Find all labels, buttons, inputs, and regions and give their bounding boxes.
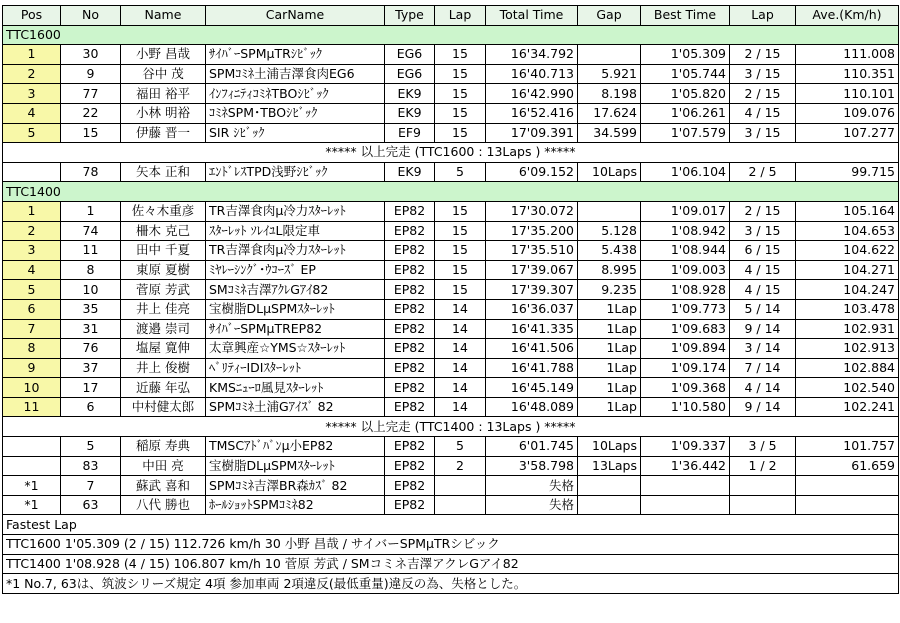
cell-best-lap: 9 / 14 xyxy=(730,319,796,339)
cell-average-speed: 61.659 xyxy=(796,456,899,476)
cell-no: 10 xyxy=(61,280,121,300)
cell-best-lap: 3 / 5 xyxy=(730,437,796,457)
class-header-row xyxy=(3,182,899,202)
table-row xyxy=(3,103,899,123)
cell-pos: 7 xyxy=(3,319,61,339)
cell-car-type: EP82 xyxy=(385,221,435,241)
cell-average-speed: 101.757 xyxy=(796,437,899,457)
cell-driver-name: 佐々木重彦 xyxy=(121,201,206,221)
footer-row xyxy=(3,535,899,555)
cell-total-time: 6'01.745 xyxy=(486,437,578,457)
cell-pos: 5 xyxy=(3,280,61,300)
column-header-best-lap: Lap xyxy=(730,6,796,26)
cell-laps xyxy=(435,476,486,496)
cell-best-lap: 3 / 15 xyxy=(730,64,796,84)
column-header-total-time: Total Time xyxy=(486,6,578,26)
class-header-row xyxy=(3,25,899,45)
cell-best-time: 1'05.309 xyxy=(641,45,730,65)
cell-laps: 15 xyxy=(435,103,486,123)
finish-separator-row xyxy=(3,417,899,437)
cell-best-time: 1'09.337 xyxy=(641,437,730,457)
cell-car-type: EP82 xyxy=(385,358,435,378)
cell-gap: 8.995 xyxy=(578,260,641,280)
cell-gap: 8.198 xyxy=(578,84,641,104)
fastest-lap-ttc1400: TTC1400 1'08.928 (4 / 15) 106.807 km/h 10 菅原 芳武 / SMコミネ吉澤アクレGアイ82 xyxy=(3,554,899,574)
cell-gap xyxy=(578,495,641,515)
cell-gap: 1Lap xyxy=(578,358,641,378)
cell-best-time: 1'09.003 xyxy=(641,260,730,280)
cell-laps: 15 xyxy=(435,84,486,104)
cell-gap: 1Lap xyxy=(578,397,641,417)
cell-car-name: SMｺﾐﾈ吉澤ｱｸﾚGｱｲ82 xyxy=(206,280,385,300)
cell-driver-name: 小野 昌哉 xyxy=(121,45,206,65)
table-row xyxy=(3,495,899,515)
cell-car-name: KMSﾆｭｰﾛ風見ｽﾀｰﾚｯﾄ xyxy=(206,378,385,398)
cell-car-type: EG6 xyxy=(385,45,435,65)
cell-best-time: 1'05.820 xyxy=(641,84,730,104)
cell-car-type: EG6 xyxy=(385,64,435,84)
cell-car-type: EK9 xyxy=(385,84,435,104)
cell-car-type: EP82 xyxy=(385,437,435,457)
fastest-lap-title: Fastest Lap xyxy=(3,515,899,535)
cell-laps: 14 xyxy=(435,339,486,359)
cell-car-type: EP82 xyxy=(385,201,435,221)
cell-laps: 15 xyxy=(435,201,486,221)
cell-best-lap: 3 / 14 xyxy=(730,339,796,359)
cell-best-time: 1'09.174 xyxy=(641,358,730,378)
cell-gap: 13Laps xyxy=(578,456,641,476)
cell-no: 37 xyxy=(61,358,121,378)
column-header-no: No xyxy=(61,6,121,26)
cell-no: 35 xyxy=(61,299,121,319)
table-row xyxy=(3,45,899,65)
header-row xyxy=(3,6,899,26)
column-header-best-time: Best Time xyxy=(641,6,730,26)
cell-total-time: 16'41.788 xyxy=(486,358,578,378)
finish-separator-row xyxy=(3,143,899,163)
cell-pos: *1 xyxy=(3,476,61,496)
cell-laps: 5 xyxy=(435,437,486,457)
cell-pos: 3 xyxy=(3,241,61,261)
cell-driver-name: 田中 千夏 xyxy=(121,241,206,261)
cell-car-name: ﾐﾔﾚｰｼﾝｸﾞ･ｳｺｰｽﾞ EP xyxy=(206,260,385,280)
cell-car-name: 宝樹脂DLμSPMｽﾀｰﾚｯﾄ xyxy=(206,299,385,319)
cell-pos: 10 xyxy=(3,378,61,398)
cell-best-lap: 5 / 14 xyxy=(730,299,796,319)
table-row xyxy=(3,378,899,398)
cell-pos: *1 xyxy=(3,495,61,515)
cell-average-speed: 104.271 xyxy=(796,260,899,280)
table-row xyxy=(3,456,899,476)
cell-car-name: 太章興産☆YMS☆ｽﾀｰﾚｯﾄ xyxy=(206,339,385,359)
table-row xyxy=(3,260,899,280)
cell-car-name: SPMｺﾐﾈ土浦Gｱｲｽﾞ 82 xyxy=(206,397,385,417)
cell-no: 8 xyxy=(61,260,121,280)
cell-driver-name: 谷中 茂 xyxy=(121,64,206,84)
cell-pos: 4 xyxy=(3,260,61,280)
cell-best-lap xyxy=(730,495,796,515)
cell-laps: 14 xyxy=(435,358,486,378)
cell-best-time: 1'10.580 xyxy=(641,397,730,417)
cell-total-time: 失格 xyxy=(486,495,578,515)
table-row xyxy=(3,476,899,496)
cell-total-time: 17'09.391 xyxy=(486,123,578,143)
cell-no: 6 xyxy=(61,397,121,417)
footer-row xyxy=(3,574,899,594)
cell-best-lap: 4 / 14 xyxy=(730,378,796,398)
cell-gap: 5.921 xyxy=(578,64,641,84)
table-row xyxy=(3,201,899,221)
cell-car-type: EP82 xyxy=(385,397,435,417)
cell-no: 9 xyxy=(61,64,121,84)
cell-best-time: 1'08.944 xyxy=(641,241,730,261)
cell-best-time: 1'09.894 xyxy=(641,339,730,359)
cell-total-time: 16'34.792 xyxy=(486,45,578,65)
cell-best-lap: 4 / 15 xyxy=(730,280,796,300)
cell-car-type: EF9 xyxy=(385,123,435,143)
cell-no: 1 xyxy=(61,201,121,221)
cell-gap: 1Lap xyxy=(578,378,641,398)
cell-driver-name: 矢本 正和 xyxy=(121,162,206,182)
table-row xyxy=(3,358,899,378)
fastest-lap-ttc1600: TTC1600 1'05.309 (2 / 15) 112.726 km/h 30 小野 昌哉 / サイバーSPMμTRシビック xyxy=(3,535,899,555)
cell-car-type: EK9 xyxy=(385,103,435,123)
cell-pos: 11 xyxy=(3,397,61,417)
footer-row xyxy=(3,554,899,574)
column-header-car-type: Type xyxy=(385,6,435,26)
table-row xyxy=(3,162,899,182)
cell-driver-name: 中田 亮 xyxy=(121,456,206,476)
cell-best-time: 1'05.744 xyxy=(641,64,730,84)
cell-driver-name: 菅原 芳武 xyxy=(121,280,206,300)
cell-driver-name: 東原 夏樹 xyxy=(121,260,206,280)
cell-total-time: 17'35.510 xyxy=(486,241,578,261)
cell-driver-name: 伊藤 晋一 xyxy=(121,123,206,143)
cell-laps: 15 xyxy=(435,280,486,300)
cell-total-time: 16'45.149 xyxy=(486,378,578,398)
cell-total-time: 16'52.416 xyxy=(486,103,578,123)
cell-laps: 15 xyxy=(435,221,486,241)
cell-gap: 10Laps xyxy=(578,437,641,457)
cell-car-type: EP82 xyxy=(385,241,435,261)
cell-no: 11 xyxy=(61,241,121,261)
cell-no: 83 xyxy=(61,456,121,476)
finish-separator: ***** 以上完走 (TTC1600 : 13Laps ) ***** xyxy=(3,143,899,163)
cell-total-time: 16'36.037 xyxy=(486,299,578,319)
cell-total-time: 16'42.990 xyxy=(486,84,578,104)
cell-no: 30 xyxy=(61,45,121,65)
cell-pos xyxy=(3,456,61,476)
cell-car-type: EP82 xyxy=(385,495,435,515)
cell-driver-name: 小林 明裕 xyxy=(121,103,206,123)
cell-pos xyxy=(3,437,61,457)
column-header-laps: Lap xyxy=(435,6,486,26)
cell-total-time: 17'30.072 xyxy=(486,201,578,221)
cell-laps: 14 xyxy=(435,319,486,339)
cell-gap: 1Lap xyxy=(578,339,641,359)
table-row xyxy=(3,319,899,339)
cell-best-lap: 2 / 15 xyxy=(730,45,796,65)
cell-pos: 1 xyxy=(3,45,61,65)
cell-best-time: 1'06.104 xyxy=(641,162,730,182)
column-header-pos: Pos xyxy=(3,6,61,26)
cell-car-type: EP82 xyxy=(385,476,435,496)
cell-car-name: ｺﾐﾈSPM･TBOｼﾋﾞｯｸ xyxy=(206,103,385,123)
cell-average-speed: 104.247 xyxy=(796,280,899,300)
cell-best-time: 1'09.773 xyxy=(641,299,730,319)
cell-no: 78 xyxy=(61,162,121,182)
cell-gap: 5.438 xyxy=(578,241,641,261)
cell-driver-name: 柵木 克己 xyxy=(121,221,206,241)
class-name: TTC1600 xyxy=(3,25,899,45)
cell-gap xyxy=(578,45,641,65)
cell-driver-name: 井上 佳亮 xyxy=(121,299,206,319)
cell-car-type: EK9 xyxy=(385,162,435,182)
cell-average-speed: 102.913 xyxy=(796,339,899,359)
cell-average-speed xyxy=(796,476,899,496)
cell-no: 31 xyxy=(61,319,121,339)
cell-best-lap: 3 / 15 xyxy=(730,221,796,241)
cell-pos: 3 xyxy=(3,84,61,104)
cell-no: 77 xyxy=(61,84,121,104)
cell-car-name: TR吉澤食肉μ冷力ｽﾀｰﾚｯﾄ xyxy=(206,241,385,261)
column-header-driver-name: Name xyxy=(121,6,206,26)
cell-car-type: EP82 xyxy=(385,260,435,280)
cell-no: 22 xyxy=(61,103,121,123)
table-row xyxy=(3,437,899,457)
cell-total-time: 17'39.307 xyxy=(486,280,578,300)
cell-laps: 15 xyxy=(435,64,486,84)
cell-laps: 14 xyxy=(435,397,486,417)
cell-car-type: EP82 xyxy=(385,456,435,476)
table-row xyxy=(3,221,899,241)
cell-laps: 14 xyxy=(435,299,486,319)
cell-pos xyxy=(3,162,61,182)
cell-average-speed: 102.540 xyxy=(796,378,899,398)
cell-best-time xyxy=(641,495,730,515)
cell-average-speed: 104.653 xyxy=(796,221,899,241)
cell-driver-name: 蘇武 喜和 xyxy=(121,476,206,496)
cell-car-name: SPMｺﾐﾈ土浦吉澤食肉EG6 xyxy=(206,64,385,84)
cell-laps: 15 xyxy=(435,123,486,143)
cell-best-time xyxy=(641,476,730,496)
cell-total-time: 16'40.713 xyxy=(486,64,578,84)
race-results-table xyxy=(2,5,899,594)
cell-laps: 15 xyxy=(435,45,486,65)
cell-average-speed: 109.076 xyxy=(796,103,899,123)
cell-laps: 14 xyxy=(435,378,486,398)
cell-driver-name: 渡邉 崇司 xyxy=(121,319,206,339)
cell-best-time: 1'06.261 xyxy=(641,103,730,123)
cell-car-type: EP82 xyxy=(385,378,435,398)
table-row xyxy=(3,299,899,319)
cell-best-time: 1'09.017 xyxy=(641,201,730,221)
cell-laps: 15 xyxy=(435,260,486,280)
cell-gap: 1Lap xyxy=(578,299,641,319)
column-header-gap: Gap xyxy=(578,6,641,26)
cell-best-lap: 4 / 15 xyxy=(730,103,796,123)
cell-car-name: TR吉澤食肉μ冷力ｽﾀｰﾚｯﾄ xyxy=(206,201,385,221)
cell-driver-name: 井上 俊樹 xyxy=(121,358,206,378)
cell-car-type: EP82 xyxy=(385,299,435,319)
cell-best-time: 1'08.928 xyxy=(641,280,730,300)
cell-pos: 2 xyxy=(3,221,61,241)
cell-pos: 8 xyxy=(3,339,61,359)
cell-no: 74 xyxy=(61,221,121,241)
cell-car-type: EP82 xyxy=(385,280,435,300)
cell-gap xyxy=(578,201,641,221)
cell-average-speed: 105.164 xyxy=(796,201,899,221)
cell-gap: 9.235 xyxy=(578,280,641,300)
cell-gap: 10Laps xyxy=(578,162,641,182)
cell-average-speed: 103.478 xyxy=(796,299,899,319)
cell-gap xyxy=(578,476,641,496)
cell-driver-name: 稲原 寿典 xyxy=(121,437,206,457)
cell-car-name: SIR ｼﾋﾞｯｸ xyxy=(206,123,385,143)
cell-total-time: 17'39.067 xyxy=(486,260,578,280)
cell-driver-name: 中村健太郎 xyxy=(121,397,206,417)
cell-best-lap: 2 / 5 xyxy=(730,162,796,182)
cell-driver-name: 八代 勝也 xyxy=(121,495,206,515)
cell-pos: 9 xyxy=(3,358,61,378)
cell-best-lap: 6 / 15 xyxy=(730,241,796,261)
cell-best-time: 1'36.442 xyxy=(641,456,730,476)
cell-total-time: 16'41.335 xyxy=(486,319,578,339)
column-header-car-name: CarName xyxy=(206,6,385,26)
cell-best-lap: 2 / 15 xyxy=(730,201,796,221)
finish-separator: ***** 以上完走 (TTC1400 : 13Laps ) ***** xyxy=(3,417,899,437)
cell-driver-name: 塩屋 寛伸 xyxy=(121,339,206,359)
cell-no: 17 xyxy=(61,378,121,398)
cell-best-time: 1'09.683 xyxy=(641,319,730,339)
table-row xyxy=(3,123,899,143)
cell-average-speed: 107.277 xyxy=(796,123,899,143)
cell-laps: 5 xyxy=(435,162,486,182)
class-name: TTC1400 xyxy=(3,182,899,202)
disqualification-note: *1 No.7, 63は、筑波シリーズ規定 4項 参加車両 2項違反(最低重量)違反の為、失格とした。 xyxy=(3,574,899,594)
cell-laps: 2 xyxy=(435,456,486,476)
cell-gap: 17.624 xyxy=(578,103,641,123)
cell-no: 7 xyxy=(61,476,121,496)
cell-best-time: 1'08.942 xyxy=(641,221,730,241)
cell-best-lap: 1 / 2 xyxy=(730,456,796,476)
cell-car-name: ﾎｰﾙｼｮｯﾄSPMｺﾐﾈ82 xyxy=(206,495,385,515)
table-row xyxy=(3,397,899,417)
cell-best-lap: 2 / 15 xyxy=(730,84,796,104)
cell-average-speed: 102.931 xyxy=(796,319,899,339)
cell-average-speed: 104.622 xyxy=(796,241,899,261)
cell-average-speed: 102.241 xyxy=(796,397,899,417)
cell-best-lap xyxy=(730,476,796,496)
table-row xyxy=(3,280,899,300)
cell-no: 63 xyxy=(61,495,121,515)
cell-gap: 5.128 xyxy=(578,221,641,241)
cell-total-time: 16'48.089 xyxy=(486,397,578,417)
cell-best-lap: 9 / 14 xyxy=(730,397,796,417)
cell-pos: 1 xyxy=(3,201,61,221)
cell-average-speed: 110.101 xyxy=(796,84,899,104)
cell-car-name: ｴﾝﾄﾞﾚｽTPD浅野ｼﾋﾞｯｸ xyxy=(206,162,385,182)
cell-best-time: 1'09.368 xyxy=(641,378,730,398)
cell-car-type: EP82 xyxy=(385,339,435,359)
footer-row xyxy=(3,515,899,535)
cell-laps xyxy=(435,495,486,515)
cell-driver-name: 福田 裕平 xyxy=(121,84,206,104)
cell-car-name: 宝樹脂DLμSPMｽﾀｰﾚｯﾄ xyxy=(206,456,385,476)
cell-driver-name: 近藤 年弘 xyxy=(121,378,206,398)
cell-laps: 15 xyxy=(435,241,486,261)
cell-no: 15 xyxy=(61,123,121,143)
cell-total-time: 失格 xyxy=(486,476,578,496)
cell-car-name: ｻｲﾊﾞｰSPMμTRｼﾋﾞｯｸ xyxy=(206,45,385,65)
cell-average-speed: 111.008 xyxy=(796,45,899,65)
cell-car-name: TMSCｱﾄﾞﾊﾞﾝμ小EP82 xyxy=(206,437,385,457)
cell-car-name: ｻｲﾊﾞｰSPMμTREP82 xyxy=(206,319,385,339)
cell-car-name: ｽﾀｰﾚｯﾄ ｿﾚｲﾕL限定車 xyxy=(206,221,385,241)
cell-total-time: 6'09.152 xyxy=(486,162,578,182)
cell-average-speed: 102.884 xyxy=(796,358,899,378)
cell-best-time: 1'07.579 xyxy=(641,123,730,143)
cell-pos: 6 xyxy=(3,299,61,319)
cell-average-speed xyxy=(796,495,899,515)
cell-total-time: 3'58.798 xyxy=(486,456,578,476)
cell-pos: 5 xyxy=(3,123,61,143)
cell-car-name: SPMｺﾐﾈ吉澤BR森ｶｽﾞ 82 xyxy=(206,476,385,496)
cell-total-time: 16'41.506 xyxy=(486,339,578,359)
cell-gap: 1Lap xyxy=(578,319,641,339)
cell-car-name: ｲﾝﾌｨﾆﾃｨｺﾐﾈTBOｼﾋﾞｯｸ xyxy=(206,84,385,104)
cell-pos: 2 xyxy=(3,64,61,84)
table-row xyxy=(3,84,899,104)
cell-best-lap: 7 / 14 xyxy=(730,358,796,378)
cell-car-type: EP82 xyxy=(385,319,435,339)
cell-best-lap: 4 / 15 xyxy=(730,260,796,280)
cell-best-lap: 3 / 15 xyxy=(730,123,796,143)
cell-no: 76 xyxy=(61,339,121,359)
cell-pos: 4 xyxy=(3,103,61,123)
table-row xyxy=(3,339,899,359)
table-row xyxy=(3,241,899,261)
cell-gap: 34.599 xyxy=(578,123,641,143)
cell-average-speed: 110.351 xyxy=(796,64,899,84)
column-header-average-speed: Ave.(Km/h) xyxy=(796,6,899,26)
cell-average-speed: 99.715 xyxy=(796,162,899,182)
cell-total-time: 17'35.200 xyxy=(486,221,578,241)
cell-car-name: ﾍﾞﾘﾃｨｰIDIｽﾀｰﾚｯﾄ xyxy=(206,358,385,378)
cell-no: 5 xyxy=(61,437,121,457)
table-row xyxy=(3,64,899,84)
